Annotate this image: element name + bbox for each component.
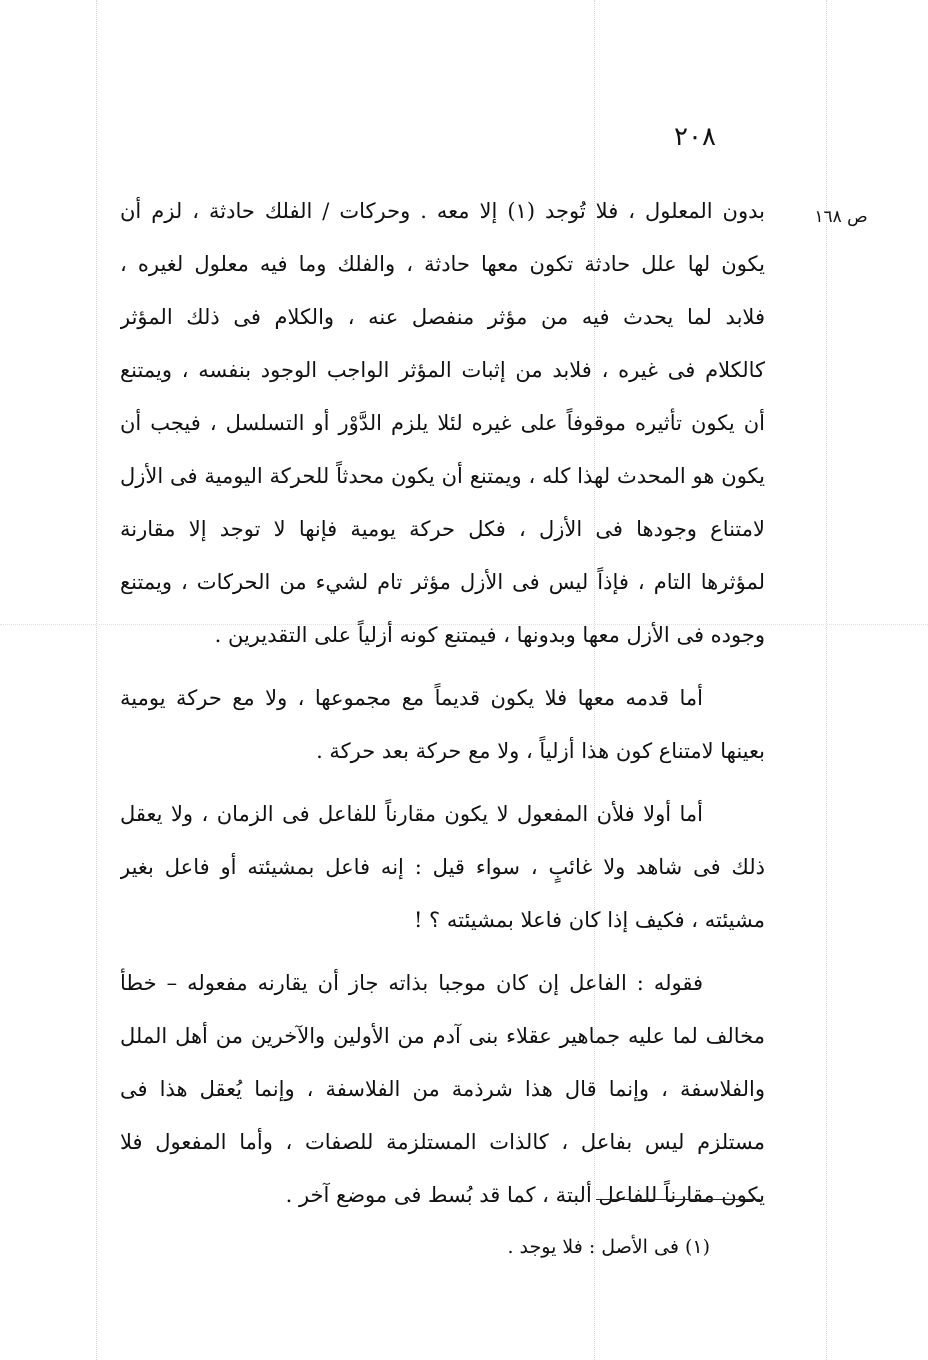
scan-guide-line (826, 0, 827, 1360)
text-line: فلابد لما يحدث فيه من مؤثر منفصل عنه ، والكلام فى ذلك المؤثر (120, 305, 765, 329)
text-line: ذلك فى شاهد ولا غائبٍ ، سواء قيل : إنه فاعل بمشيئته أو فاعل بغير (120, 855, 765, 879)
scan-guide-line (96, 0, 97, 1360)
footnote-separator (596, 1199, 760, 1200)
text-line: أما أولا فلأن المفعول لا يكون مقارناً للفاعل فى الزمان ، ولا يعقل (120, 802, 703, 826)
paragraph-4 (120, 957, 765, 1222)
text-line: لامتناع وجودها فى الأزل ، فكل حركة يومية فإنها لا توجد إلا مقارنة (120, 517, 765, 541)
footnote: (١) فى الأصل : فلا يوجد . (507, 1236, 710, 1258)
paragraph-2 (120, 672, 765, 778)
text-line: بعينها لامتناع كون هذا أزلياً ، ولا مع حركة بعد حركة . (316, 739, 765, 763)
body-text (120, 185, 765, 1222)
text-line: مشيئته ، فكيف إذا كان فاعلا بمشيئته ؟ ! (413, 908, 765, 932)
margin-page-reference: ص ١٦٨ (814, 207, 868, 227)
text-line: يكون مقارناً للفاعل ألبتة ، كما قد بُسط فى موضع آخر . (285, 1183, 765, 1207)
text-line: أن يكون تأثيره موقوفاً على غيره لئلا يلزم الدَّوْر أو التسلسل ، فيجب أن (120, 411, 765, 435)
text-line: كالكلام فى غيره ، فلابد من إثبات المؤثر الواجب الوجود بنفسه ، ويمتنع (120, 358, 765, 382)
paragraph-3 (120, 788, 765, 947)
text-line: أما قدمه معها فلا يكون قديماً مع مجموعها ، ولا مع حركة يومية (120, 686, 703, 710)
text-line: فقوله : الفاعل إن كان موجبا بذاته جاز أن يقارنه مفعوله – خطأ (120, 971, 703, 995)
text-line: يكون لها علل حادثة تكون معها حادثة ، والفلك وما فيه معلول لغيره ، (120, 252, 765, 276)
text-line: بدون المعلول ، فلا تُوجد (١) إلا معه . وحركات / الفلك حادثة ، لزم أن (120, 199, 765, 223)
text-line: مخالف لما عليه جماهير عقلاء بنى آدم من الأولين والآخرين من أهل الملل (120, 1024, 765, 1048)
page-number: ٢٠٨ (674, 122, 716, 152)
text-line: مستلزم ليس بفاعل ، كالذات المستلزمة للصفات ، وأما المفعول فلا (120, 1130, 765, 1154)
text-line: والفلاسفة ، وإنما قال هذا شرذمة من الفلاسفة ، وإنما يُعقل هذا فى (120, 1077, 765, 1101)
text-line: وجوده فى الأزل معها وبدونها ، فيمتنع كونه أزلياً على التقديرين . (214, 623, 765, 647)
text-line: يكون هو المحدث لهذا كله ، ويمتنع أن يكون محدثاً للحركة اليومية فى الأزل (120, 464, 765, 488)
text-line: لمؤثرها التام ، فإذاً ليس فى الأزل مؤثر تام لشيء من الحركات ، ويمتنع (120, 570, 765, 594)
paragraph-1 (120, 185, 765, 662)
